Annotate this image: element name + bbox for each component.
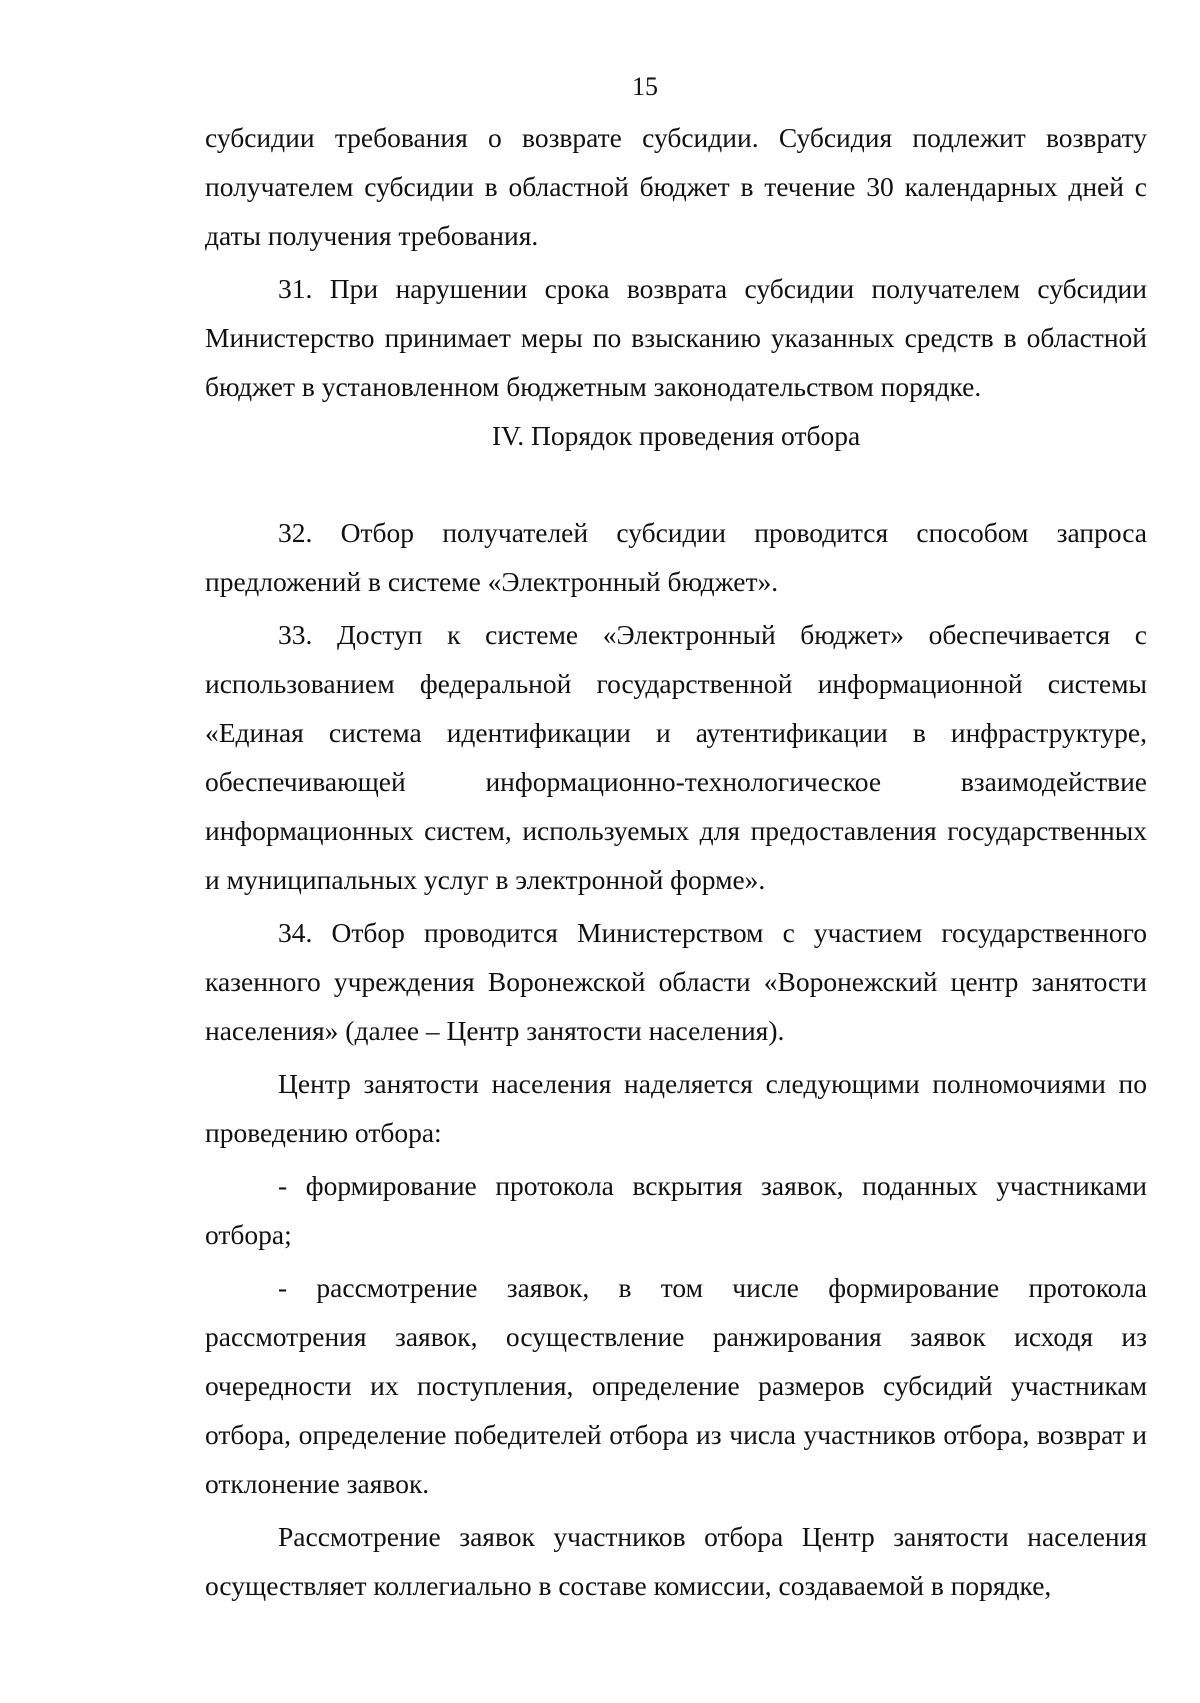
list-item-opening-protocol: - формирование протокола вскрытия заявок, поданных участниками отбора; bbox=[205, 1170, 1147, 1250]
list-item-review-applications: - рассмотрение заявок, в том числе формирование протокола рассмотрения заявок, осуществление ранжирования заявок исходя из очередности их поступления, определение размеров субсидий участникам отбора, определение победителей отбора из числа участников отбора, возврат и отклонение заявок. bbox=[205, 1272, 1147, 1499]
section-heading: IV. Порядок проведения отбора bbox=[491, 420, 861, 451]
paragraph-review-commission: Рассмотрение заявок участников отбора Центр занятости населения осуществляет коллегиально в составе комиссии, создаваемой в порядке, bbox=[205, 1521, 1147, 1601]
paragraph-32: 32. Отбор получателей субсидии проводится способом запроса предложений в системе «Электронный бюджет». bbox=[205, 517, 1147, 597]
page-number: 15 bbox=[632, 72, 658, 101]
document-body bbox=[205, 113, 1147, 1610]
paragraph-continuation: субсидии требования о возврате субсидии. Субсидия подлежит возврату получателем субсидии в областной бюджет в течение 30 календарных дней с даты получения требования. bbox=[205, 122, 1147, 251]
paragraph-31: 31. При нарушении срока возврата субсидии получателем субсидии Министерство принимает меры по взысканию указанных средств в областной бюджет в установленном бюджетным законодательством порядке. bbox=[205, 273, 1147, 402]
paragraph-34: 34. Отбор проводится Министерством с участием государственного казенного учреждения Воронежской области «Воронежский центр занятости населения» (далее – Центр занятости населения). bbox=[205, 917, 1147, 1046]
paragraph-center-powers: Центр занятости населения наделяется следующими полномочиями по проведению отбора: bbox=[205, 1068, 1147, 1148]
paragraph-33: 33. Доступ к системе «Электронный бюджет» обеспечивается с использованием федеральной государственной информационной системы «Единая система идентификации и аутентификации в инфраструктуре, обеспечивающей информационно-технологическое взаимодействие информационных систем, используемых для предоставления государственных и муниципальных услуг в электронной форме». bbox=[205, 619, 1147, 895]
